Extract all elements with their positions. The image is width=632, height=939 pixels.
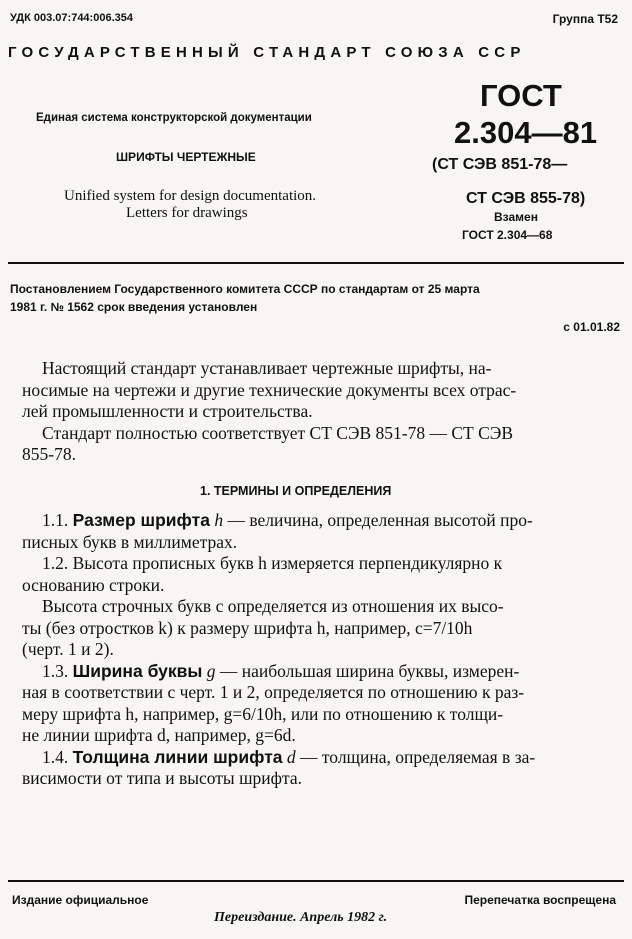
effective-date: с 01.01.82 bbox=[563, 320, 620, 334]
section-title: 1. ТЕРМИНЫ И ОПРЕДЕЛЕНИЯ bbox=[200, 484, 392, 498]
term-line bbox=[22, 510, 622, 532]
replaces-label: Взамен bbox=[494, 210, 538, 224]
document-title-en-line1: Unified system for design documentation. bbox=[64, 188, 317, 204]
reissue-note: Переиздание. Апрель 1982 г. bbox=[214, 910, 388, 925]
term-line: ты (без отростков k) к размеру шрифта h, например, c=7/10h bbox=[22, 617, 473, 638]
st-sev-line1: (СТ СЭВ 851-78— bbox=[432, 156, 568, 173]
document-title-en-line2: Letters for drawings bbox=[126, 205, 248, 221]
intro-line: Стандарт полностью соответствует СТ СЭВ 851-78 — СТ СЭВ bbox=[42, 422, 513, 443]
term-line bbox=[22, 661, 622, 683]
term-definition: — толщина, определяемая в за- bbox=[300, 746, 536, 767]
gost-number: 2.304—81 bbox=[454, 115, 598, 150]
document-title-ru: ШРИФТЫ ЧЕРТЕЖНЫЕ bbox=[116, 150, 256, 164]
term-line: (черт. 1 и 2). bbox=[22, 639, 114, 659]
term-symbol: d bbox=[286, 746, 296, 767]
udk-code: УДК 003.07:744:006.354 bbox=[10, 12, 133, 24]
term-number: 1.3. bbox=[42, 660, 69, 681]
term-name: Толщина линии шрифта bbox=[72, 746, 283, 767]
intro-line: 855-78. bbox=[22, 444, 76, 464]
term-definition: — наибольшая ширина буквы, измерен- bbox=[219, 660, 520, 681]
intro-line: лей промышленности и строительства. bbox=[22, 401, 313, 421]
term-line: основанию строки. bbox=[22, 574, 165, 595]
term-line: Высота строчных букв c определяется из отношения их высо- bbox=[42, 596, 504, 616]
term-line: висимости от типа и высоты шрифта. bbox=[22, 768, 302, 788]
decree-line2: 1981 г. № 1562 срок введения установлен bbox=[10, 300, 258, 314]
terms-text bbox=[22, 510, 622, 790]
term-line: ная в соответствии с черт. 1 и 2, определяется по отношению к раз- bbox=[22, 682, 525, 702]
reprint-forbidden-label: Перепечатка воспрещена bbox=[464, 893, 616, 907]
term-name: Размер шрифта bbox=[72, 510, 210, 530]
term-name: Ширина буквы bbox=[72, 660, 203, 681]
decree-line1: Постановлением Государственного комитета СССР по стандартам от 25 марта bbox=[10, 282, 480, 296]
term-line bbox=[22, 747, 622, 769]
intro-text bbox=[22, 358, 622, 466]
term-definition: — величина, определенная высотой про- bbox=[227, 510, 533, 530]
official-edition-label: Издание официальное bbox=[12, 893, 149, 907]
term-line: 1.2. Высота прописных букв h измеряется перпендикулярно к bbox=[42, 553, 503, 573]
term-line: меру шрифта h, например, g=6/10h, или по отношению к толщи- bbox=[22, 703, 504, 724]
intro-line: носимые на чертежи и другие технические документы всех отрас- bbox=[22, 379, 517, 400]
group-code: Группа Т52 bbox=[552, 12, 618, 26]
replaces-value: ГОСТ 2.304—68 bbox=[462, 228, 553, 242]
term-line: писных букв в миллиметрах. bbox=[22, 531, 238, 552]
gost-label: ГОСТ bbox=[480, 78, 562, 113]
header-divider bbox=[8, 262, 624, 264]
term-number: 1.4. bbox=[42, 746, 69, 767]
st-sev-line2: СТ СЭВ 855-78) bbox=[466, 190, 586, 207]
intro-line: Настоящий стандарт устанавливает чертежные шрифты, на- bbox=[42, 358, 492, 378]
term-symbol: h bbox=[214, 510, 224, 530]
term-number: 1.1. bbox=[42, 510, 69, 530]
standard-banner: ГОСУДАРСТВЕННЫЙ СТАНДАРТ СОЮЗА ССР bbox=[8, 44, 526, 61]
term-symbol: g bbox=[206, 660, 216, 681]
system-title-ru: Единая система конструкторской документации bbox=[36, 112, 312, 124]
footer-divider bbox=[8, 880, 624, 882]
term-line: не линии шрифта d, например, g=6d. bbox=[22, 725, 296, 745]
